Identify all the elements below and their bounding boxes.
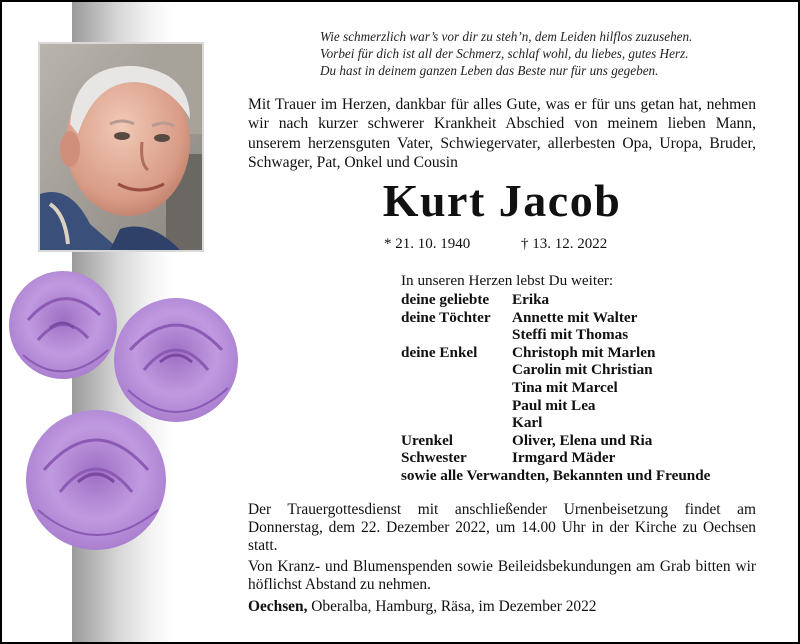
relative-names: Tina mit Marcel [512,378,618,396]
relation-label: Urenkel [401,431,454,449]
family-row [401,344,710,362]
relation-label: deine Töchter [401,308,491,326]
family-lead-text: In unseren Herzen lebst Du weiter: [401,272,614,289]
relative-names: Karl [512,414,543,432]
family-row [401,291,710,309]
closing-place: Oechsen, [248,598,308,615]
service-announcement: Der Trauergottesdienst mit anschließender Urnenbeisetzung findet am Donnerstag, dem 22. Dezember 2022, um 14.00 Uhr in der Kirche zu Oechsen statt. [248,501,756,554]
relative-names: Oliver, Elena und Ria [512,431,653,449]
flowers-request: Von Kranz- und Blumenspenden sowie Beileidsbekundungen am Grab bitten wir höflichst Abstand zu nehmen. [248,558,756,593]
all-relatives-line: sowie alle Verwandten, Bekannten und Freunde [401,466,711,484]
death-date: † 13. 12. 2022 [521,236,608,252]
closing-line [248,598,596,616]
relation-label: Schwester [401,449,467,467]
deceased-name: Kurt Jacob [382,175,622,226]
family-list [401,291,710,485]
family-row [401,379,710,397]
relative-names: Irmgard Mäder [512,449,616,467]
family-row [401,397,710,415]
portrait-photo [38,42,204,252]
intro-paragraph: Mit Trauer im Herzen, dankbar für alles Gute, was er für uns getan hat, nehmen wir nach kurzer schwerer Krankheit Abschied von meinem lieben Mann, unserem herzensguten Vater, Schwiegervater, allerbesten Opa, Uropa, Bruder, Schwager, Pat, Onkel und Cousin [248,96,756,172]
relative-names: Erika [512,291,550,308]
relation-label: deine Enkel [401,343,478,361]
relative-names: Paul mit Lea [512,396,596,414]
rose-flower [114,298,238,422]
family-row [401,414,710,432]
rose-flower [26,410,166,550]
relation-label: deine geliebte [401,291,490,308]
relative-names: Annette mit Walter [512,308,638,326]
family-row [401,326,710,344]
poem-line: Wie schmerzlich war’s vor dir zu steh’n, dem Leiden hilflos zuzusehen. [320,29,693,44]
poem-line: Du hast in deinem ganzen Leben das Beste nur für uns gegeben. [320,63,659,78]
memorial-poem [320,28,780,79]
portrait-image [40,44,202,250]
family-row [401,449,710,467]
family-row [401,361,710,379]
birth-date: * 21. 10. 1940 [384,236,471,252]
roses-decoration [8,270,248,560]
relative-names: Steffi mit Thomas [512,326,629,344]
relative-names: Carolin mit Christian [512,361,653,379]
relative-names: Christoph mit Marlen [512,343,656,361]
closing-places: Oberalba, Hamburg, Räsa, im Dezember 2022 [307,598,597,615]
rose-flower [9,271,117,379]
family-row [401,432,710,450]
poem-line: Vorbei für dich ist all der Schmerz, schlaf wohl, du liebes, gutes Herz. [320,46,689,61]
family-row [401,309,710,327]
